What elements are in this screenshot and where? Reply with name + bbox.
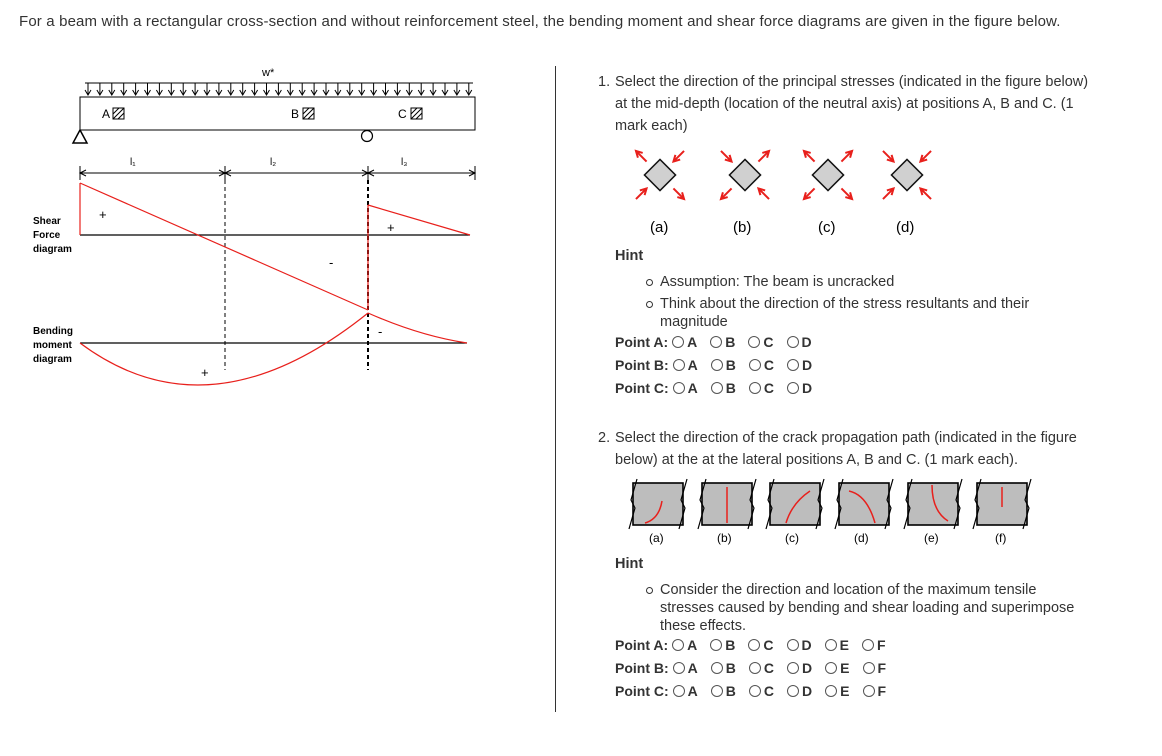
hint-2-item: Consider the direction and location of the maximum tensile stresses caused by bending and shear loading and superimpose these effects.	[615, 581, 1075, 635]
span-1-label: l₁	[130, 157, 136, 168]
radio-circle-icon[interactable]	[863, 685, 875, 697]
q1-point-label: Point B:	[615, 357, 669, 373]
q1-radio-label: A	[687, 357, 698, 373]
q1-radio-option[interactable]	[672, 332, 697, 352]
q1-radio-label: C	[763, 357, 775, 373]
q1-radio-option[interactable]	[748, 332, 773, 352]
radio-circle-icon[interactable]	[787, 336, 799, 348]
q2-radio-label: E	[840, 660, 850, 676]
q2-radio-option[interactable]	[787, 681, 812, 701]
crack-path-figure	[625, 478, 1045, 548]
crack-label-d: (d)	[854, 531, 869, 545]
q1-point-row	[615, 332, 825, 352]
question-1	[598, 71, 1098, 141]
crack-label-e: (e)	[924, 531, 939, 545]
radio-circle-icon[interactable]	[749, 662, 761, 674]
stress-label-a: (a)	[650, 219, 669, 236]
radio-circle-icon[interactable]	[862, 639, 874, 651]
q1-radio-option[interactable]	[787, 355, 812, 375]
q1-radio-label: C	[763, 380, 775, 396]
q2-radio-option[interactable]	[711, 658, 736, 678]
q2-radio-option[interactable]	[787, 635, 812, 655]
radio-circle-icon[interactable]	[825, 685, 837, 697]
shear-plus-2: +	[387, 220, 395, 235]
radio-circle-icon[interactable]	[673, 662, 685, 674]
radio-circle-icon[interactable]	[748, 336, 760, 348]
q2-radio-option[interactable]	[825, 635, 849, 655]
q2-point-label: Point C:	[615, 683, 669, 699]
radio-circle-icon[interactable]	[673, 685, 685, 697]
question-1-text: Select the direction of the principal stresses (indicated in the figure below) at the mid-depth (location of the neutral axis) at positions A, B and C. (1 mark each)	[615, 74, 1089, 134]
q2-radio-option[interactable]	[787, 658, 812, 678]
crack-label-f: (f)	[995, 531, 1007, 545]
radio-circle-icon[interactable]	[710, 639, 722, 651]
q1-radio-label: D	[802, 380, 813, 396]
roller-support	[362, 131, 373, 142]
radio-circle-icon[interactable]	[711, 382, 723, 394]
q2-radio-option[interactable]	[863, 658, 887, 678]
q2-radio-label: B	[725, 683, 736, 699]
moment-minus: -	[378, 324, 383, 339]
q1-point-row	[615, 355, 825, 375]
question-2-text: Select the direction of the crack propagation path (indicated in the figure below) at the at the lateral positions A, B and C. (1 mark each).	[615, 430, 1077, 468]
load-label: w*	[262, 67, 275, 79]
stress-label-c: (c)	[818, 219, 836, 236]
crack-label-a: (a)	[649, 531, 664, 545]
q1-radio-option[interactable]	[749, 378, 774, 398]
radio-circle-icon[interactable]	[673, 382, 685, 394]
moment-curve-2	[368, 313, 467, 343]
q2-radio-label: D	[802, 660, 813, 676]
q1-radio-label: B	[725, 357, 736, 373]
q2-radio-option[interactable]	[749, 681, 774, 701]
hint-1-item: Think about the direction of the stress resultants and their magnitude	[615, 295, 1075, 331]
q2-radio-option[interactable]	[710, 635, 735, 655]
crack-icon-c	[766, 479, 824, 529]
q2-radio-option[interactable]	[673, 681, 698, 701]
crack-icon-a	[629, 479, 687, 529]
q2-radio-label: A	[687, 637, 698, 653]
hint-2-title: Hint	[615, 556, 644, 572]
radio-circle-icon[interactable]	[748, 639, 760, 651]
radio-circle-icon[interactable]	[825, 639, 837, 651]
intro-text: For a beam with a rectangular cross-section and without reinforcement steel, the bending moment and shear force diagrams are given in the figure below.	[19, 13, 1061, 30]
radio-circle-icon[interactable]	[710, 336, 722, 348]
q1-radio-label: C	[763, 334, 774, 350]
q1-radio-option[interactable]	[749, 355, 774, 375]
moment-plus: +	[201, 365, 209, 380]
q1-radio-label: D	[801, 334, 812, 350]
radio-circle-icon[interactable]	[711, 359, 723, 371]
q2-radio-label: C	[763, 637, 774, 653]
shear-diagram-label: Shear Force diagram	[33, 216, 72, 255]
radio-circle-icon[interactable]	[673, 359, 685, 371]
crack-icon-e	[904, 479, 962, 529]
q2-radio-label: F	[877, 660, 887, 676]
q2-radio-label: E	[840, 683, 850, 699]
q2-radio-label: E	[839, 637, 849, 653]
radio-circle-icon[interactable]	[787, 382, 799, 394]
q2-radio-option[interactable]	[748, 635, 773, 655]
question-2	[598, 427, 1098, 477]
q2-point-row	[615, 658, 899, 678]
q2-point-row	[615, 635, 899, 655]
shear-minus: -	[329, 255, 334, 270]
stress-label-d: (d)	[896, 219, 915, 236]
principal-stress-figure	[620, 140, 940, 240]
span-2-label: l₂	[270, 157, 277, 168]
stress-icon-d	[883, 151, 931, 199]
point-a-label: A	[102, 107, 111, 121]
radio-circle-icon[interactable]	[863, 662, 875, 674]
hint-1-item: Assumption: The beam is uncracked	[615, 273, 1075, 291]
shear-line-2	[368, 205, 470, 235]
q2-point-row	[615, 681, 899, 701]
radio-circle-icon[interactable]	[787, 662, 799, 674]
q1-point-label: Point A:	[615, 334, 669, 350]
q2-point-label: Point B:	[615, 660, 669, 676]
q2-radio-label: B	[725, 660, 736, 676]
q1-point-label: Point C:	[615, 380, 669, 396]
q2-point-label: Point A:	[615, 637, 669, 653]
q2-radio-option[interactable]	[862, 635, 886, 655]
q1-radio-option[interactable]	[710, 332, 735, 352]
point-b-label: B	[291, 107, 300, 121]
stress-icon-c	[804, 151, 852, 199]
q1-radio-option[interactable]	[711, 378, 736, 398]
q2-radio-option[interactable]	[711, 681, 736, 701]
q2-radio-label: D	[801, 637, 812, 653]
q1-radio-option[interactable]	[711, 355, 736, 375]
q2-radio-label: F	[876, 637, 886, 653]
q1-radio-label: A	[687, 334, 698, 350]
q1-radio-option[interactable]	[787, 332, 812, 352]
radio-circle-icon[interactable]	[749, 382, 761, 394]
q1-radio-option[interactable]	[673, 355, 698, 375]
q2-radio-label: D	[802, 683, 813, 699]
radio-circle-icon[interactable]	[749, 685, 761, 697]
hint-1-title: Hint	[615, 248, 644, 264]
question-1-number: 1.	[598, 74, 611, 90]
radio-circle-icon[interactable]	[711, 685, 723, 697]
shear-plus-1: +	[99, 207, 107, 222]
q1-radio-label: A	[687, 380, 698, 396]
beam-figure	[0, 0, 560, 420]
q2-radio-label: F	[877, 683, 887, 699]
moment-curve-1	[80, 313, 368, 385]
q1-radio-option[interactable]	[787, 378, 812, 398]
stress-icon-b	[721, 151, 769, 199]
q2-radio-label: C	[763, 660, 775, 676]
q2-radio-option[interactable]	[672, 635, 697, 655]
q1-radio-label: B	[725, 380, 736, 396]
radio-circle-icon[interactable]	[749, 359, 761, 371]
radio-circle-icon[interactable]	[787, 639, 799, 651]
crack-icon-f	[973, 479, 1031, 529]
radio-circle-icon[interactable]	[825, 662, 837, 674]
q2-radio-label: B	[725, 637, 736, 653]
crack-icon-d	[835, 479, 893, 529]
question-2-number: 2.	[598, 430, 611, 446]
q2-radio-option[interactable]	[863, 681, 887, 701]
stress-label-b: (b)	[733, 219, 752, 236]
radio-circle-icon[interactable]	[787, 359, 799, 371]
q1-radio-option[interactable]	[673, 378, 698, 398]
shear-line-1	[80, 183, 368, 310]
hint-2-list	[615, 581, 1075, 635]
q2-radio-option[interactable]	[825, 658, 849, 678]
radio-circle-icon[interactable]	[672, 336, 684, 348]
distributed-load	[85, 83, 473, 95]
crack-icon-b	[698, 479, 756, 529]
moment-diagram-label: Bending moment diagram	[33, 326, 73, 365]
radio-circle-icon[interactable]	[787, 685, 799, 697]
crack-label-b: (b)	[717, 531, 732, 545]
stress-icon-a	[636, 151, 684, 199]
span-3-label: l₃	[401, 157, 408, 168]
point-c-label: C	[398, 107, 407, 121]
q1-point-row	[615, 378, 825, 398]
q2-radio-option[interactable]	[825, 681, 849, 701]
hint-1-list	[615, 273, 1075, 331]
q2-radio-label: A	[687, 660, 698, 676]
q2-radio-option[interactable]	[673, 658, 698, 678]
q1-radio-label: D	[802, 357, 813, 373]
radio-circle-icon[interactable]	[711, 662, 723, 674]
q2-radio-option[interactable]	[749, 658, 774, 678]
crack-label-c: (c)	[785, 531, 799, 545]
radio-circle-icon[interactable]	[672, 639, 684, 651]
q2-radio-label: A	[687, 683, 698, 699]
pin-support	[73, 130, 87, 143]
q1-radio-label: B	[725, 334, 736, 350]
q2-radio-label: C	[763, 683, 775, 699]
